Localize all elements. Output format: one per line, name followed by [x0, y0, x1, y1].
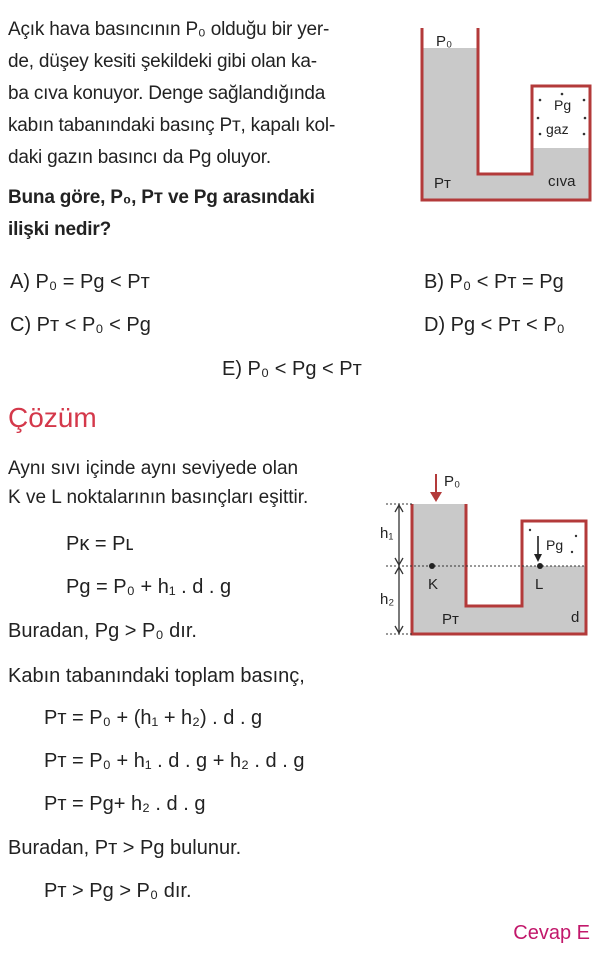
- conclusion-2: Buradan, Pᴛ > Pg bulunur.: [8, 837, 242, 859]
- pg-label: Pg: [554, 97, 572, 113]
- equation-3: Pᴛ = P₀ + (h₁ + h₂) . d . g: [44, 707, 263, 729]
- equation-5: Pᴛ = Pg+ h₂ . d . g: [44, 793, 206, 815]
- l-label: L: [535, 576, 544, 593]
- p0-label: P₀: [444, 473, 461, 490]
- option-d[interactable]: D) Pg < Pᴛ < P₀: [424, 314, 565, 336]
- mercury-label: cıva: [548, 173, 576, 190]
- h2-label: h₂: [380, 591, 395, 608]
- option-e[interactable]: E) P₀ < Pg < Pᴛ: [222, 358, 362, 380]
- equation-4: Pᴛ = P₀ + h₁ . d . g + h₂ . d . g: [44, 750, 305, 772]
- solution-intro: Aynı sıvı içinde aynı seviyede olan: [8, 458, 299, 479]
- density-label: d: [571, 609, 580, 626]
- option-b[interactable]: B) P₀ < Pᴛ = Pg: [424, 271, 564, 293]
- liquid-fill: [412, 504, 586, 634]
- pt-label: Pᴛ: [442, 611, 459, 628]
- equation-2: Pg = P₀ + h₁ . d . g: [66, 576, 232, 598]
- gas-label: gaz: [546, 121, 569, 137]
- equation-1: Pᴋ = Pʟ: [66, 533, 134, 555]
- pt-label: Pᴛ: [434, 175, 451, 192]
- h1-label: h₁: [380, 525, 394, 542]
- k-label: K: [428, 576, 439, 593]
- p0-label: P₀: [436, 33, 453, 50]
- question-prompt: Buna göre, P₀, Pᴛ ve Pg arasındaki: [8, 187, 315, 208]
- point-l: [537, 563, 543, 569]
- solution-figure: [372, 466, 594, 638]
- final-relation: Pᴛ > Pg > P₀ dır.: [44, 880, 192, 902]
- pg-label: Pg: [546, 537, 564, 553]
- question-line: kabın tabanındaki basınç Pᴛ, kapalı kol-: [8, 115, 336, 136]
- question-text: [8, 14, 400, 246]
- solution-title: Çözüm: [8, 402, 97, 433]
- vessel-figure: [412, 20, 596, 206]
- question-line: daki gazın basıncı da Pg oluyor.: [8, 147, 271, 168]
- conclusion-1: Buradan, Pg > P₀ dır.: [8, 620, 197, 642]
- question-line: ba cıva konuyor. Denge sağlandığında: [8, 83, 326, 104]
- total-pressure-label: Kabın tabanındaki toplam basınç,: [8, 665, 305, 687]
- option-c[interactable]: C) Pᴛ < P₀ < Pg: [10, 314, 151, 336]
- question-line: de, düşey kesiti şekildeki gibi olan ka-: [8, 51, 317, 72]
- solution-intro: K ve L noktalarının basınçları eşittir.: [8, 487, 309, 508]
- question-line: Açık hava basıncının P₀ olduğu bir yer-: [8, 19, 330, 40]
- point-k: [429, 563, 435, 569]
- answer-label: Cevap E: [513, 922, 590, 944]
- question-prompt: ilişki nedir?: [8, 219, 111, 240]
- option-a[interactable]: A) P₀ = Pg < Pᴛ: [10, 271, 150, 293]
